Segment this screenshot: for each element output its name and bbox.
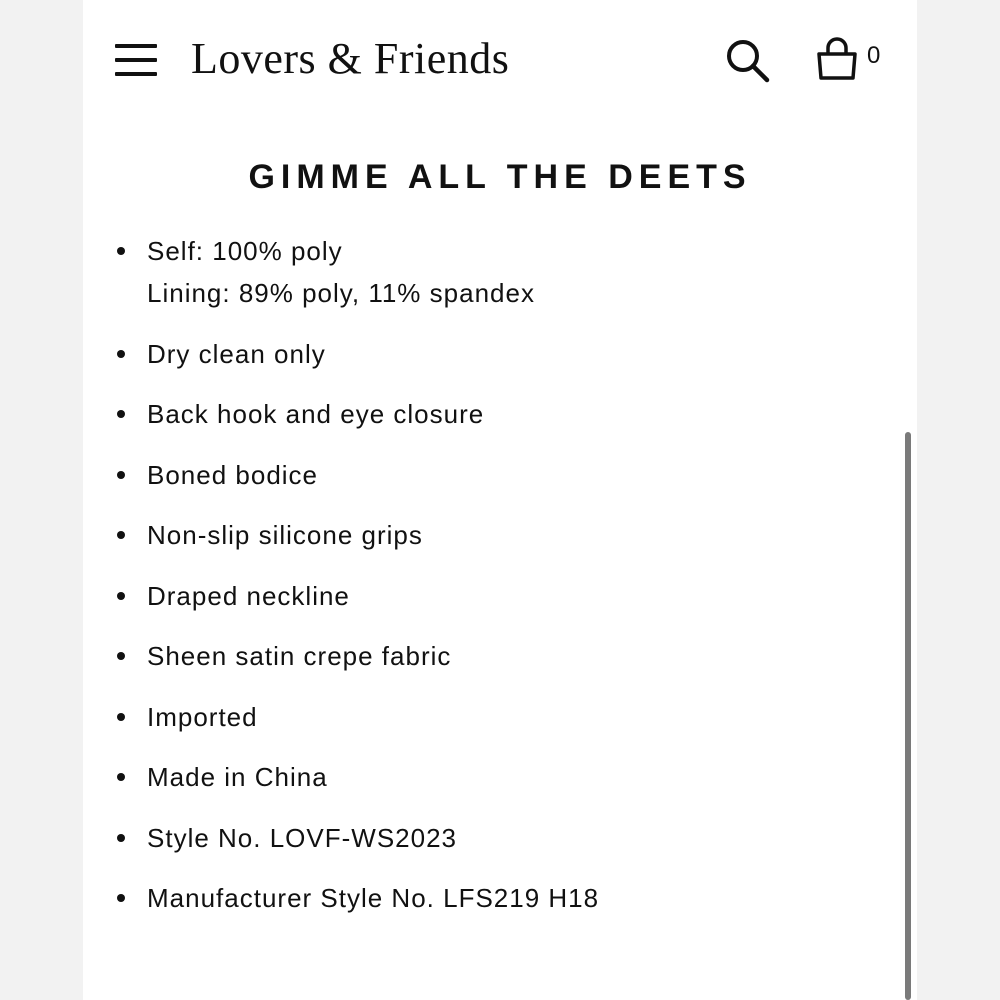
- list-item-text: Imported: [147, 701, 258, 732]
- product-details-list: [113, 230, 873, 938]
- list-item-text: Style No. LOVF-WS2023: [147, 822, 457, 853]
- list-item-text: Non-slip silicone grips: [147, 520, 423, 550]
- list-item: [113, 756, 873, 798]
- menu-bar: [115, 72, 157, 76]
- list-item: [113, 635, 873, 677]
- list-item: [113, 696, 873, 738]
- brand-logo[interactable]: Lovers & Friends: [191, 34, 510, 83]
- shopping-bag-icon-graphic: [815, 36, 859, 82]
- scrollbar-thumb[interactable]: [905, 432, 911, 1000]
- list-item-text: Draped neckline: [147, 580, 350, 611]
- list-item-text: Lining: 89% poly, 11% spandex: [147, 278, 535, 308]
- list-item-text: Back hook and eye closure: [147, 399, 485, 429]
- list-item: [113, 877, 873, 919]
- list-item: [113, 817, 873, 859]
- list-item-text: Made in China: [147, 762, 328, 792]
- site-header: [83, 0, 917, 120]
- hamburger-menu-icon[interactable]: [115, 44, 157, 78]
- search-icon-graphic: [725, 38, 771, 84]
- cart-count-badge[interactable]: 0: [867, 42, 881, 69]
- search-icon[interactable]: [725, 38, 771, 84]
- menu-bar: [115, 44, 157, 48]
- menu-bar: [115, 58, 157, 62]
- list-item-text: Boned bodice: [147, 459, 319, 490]
- list-item: [113, 230, 873, 314]
- list-item: [113, 333, 873, 375]
- list-item: [113, 393, 873, 435]
- list-item: [113, 514, 873, 556]
- list-item-text: Sheen satin crepe fabric: [147, 641, 452, 671]
- list-item: [113, 454, 873, 496]
- list-item: [113, 575, 873, 617]
- list-item-text: Manufacturer Style No. LFS219 H18: [147, 883, 600, 913]
- details-title: GIMME ALL THE DEETS: [248, 158, 752, 196]
- product-page: [83, 0, 917, 1000]
- list-item-text: Self: 100% poly: [147, 236, 343, 266]
- shopping-bag-icon[interactable]: [815, 36, 859, 82]
- list-item-text: Dry clean only: [147, 338, 326, 369]
